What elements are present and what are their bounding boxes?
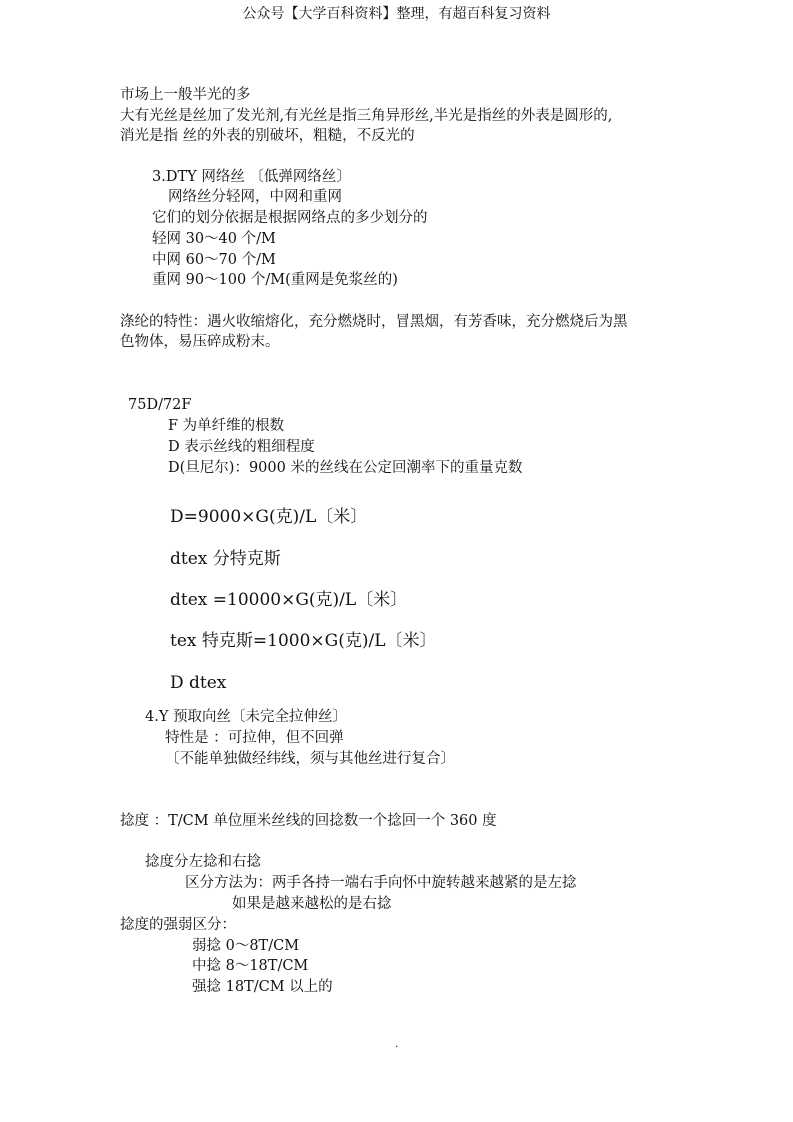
text-line: 弱捻 0～8T/CM [192, 938, 300, 954]
page-footer: . [395, 1039, 399, 1050]
text-line: 重网 90～100 个/M(重网是免浆丝的) [152, 272, 398, 288]
text-line: 涤纶的特性：遇火收缩熔化，充分燃烧时，冒黑烟，有芳香味，充分燃烧后为黑 [120, 314, 628, 330]
text-line: 轻网 30～40 个/M [152, 231, 276, 247]
text-line: D(旦尼尔)：9000 米的丝线在公定回潮率下的重量克数 [168, 460, 523, 476]
formula: tex 特克斯=1000×G(克)/L〔米〕 [170, 631, 437, 651]
text-line: 捻度分左捻和右捻 [145, 854, 261, 870]
text-line: 色物体，易压碎成粉末。 [120, 334, 280, 350]
text-line: 强捻 18T/CM 以上的 [192, 979, 333, 995]
text-line: 区分方法为：两手各持一端右手向怀中旋转越来越紧的是左捻 [185, 875, 577, 891]
formula: D=9000×G(克)/L〔米〕 [170, 507, 368, 527]
formula: D dtex [170, 673, 227, 693]
text-line: F 为单纤维的根数 [168, 418, 285, 434]
section-heading: 4.Y 预取向丝〔未完全拉伸丝〕 [145, 709, 348, 725]
text-line: D 表示丝线的粗细程度 [168, 439, 315, 455]
text-line: 网络丝分轻网，中网和重网 [168, 189, 342, 205]
text-line: 中网 60～70 个/M [152, 252, 276, 268]
text-line: 〔不能单独做经纬线，须与其他丝进行复合〕 [165, 751, 455, 767]
page-header: 公众号【大学百科资料】整理，有超百科复习资料 [242, 6, 551, 22]
formula: dtex 分特克斯 [170, 549, 281, 569]
text-line: 中捻 8～18T/CM [192, 958, 309, 974]
section-heading: 捻度 ：T/CM 单位厘米丝线的回捻数一个捻回一个 360 度 [120, 813, 497, 829]
text-line: 它们的划分依据是根据网络点的多少划分的 [152, 210, 428, 226]
formula: dtex =10000×G(克)/L〔米〕 [170, 590, 408, 610]
text-line: 特性是 ：可拉伸，但不回弹 [165, 730, 344, 746]
text-line: 捻度的强弱区分： [120, 917, 236, 933]
section-heading: 3.DTY 网络丝 〔低弹网络丝〕 [152, 169, 351, 185]
text-line: 大有光丝是丝加了发光剂,有光丝是指三角异形丝,半光是指丝的外表是圆形的, [120, 108, 613, 124]
text-line: 市场上一般半光的多 [120, 87, 251, 103]
text-line: 消光是指 丝的外表的别破坏，粗糙，不反光的 [120, 128, 415, 144]
text-line: 如果是越来越松的是右捻 [232, 896, 392, 912]
section-heading: 75D/72F [128, 397, 192, 413]
